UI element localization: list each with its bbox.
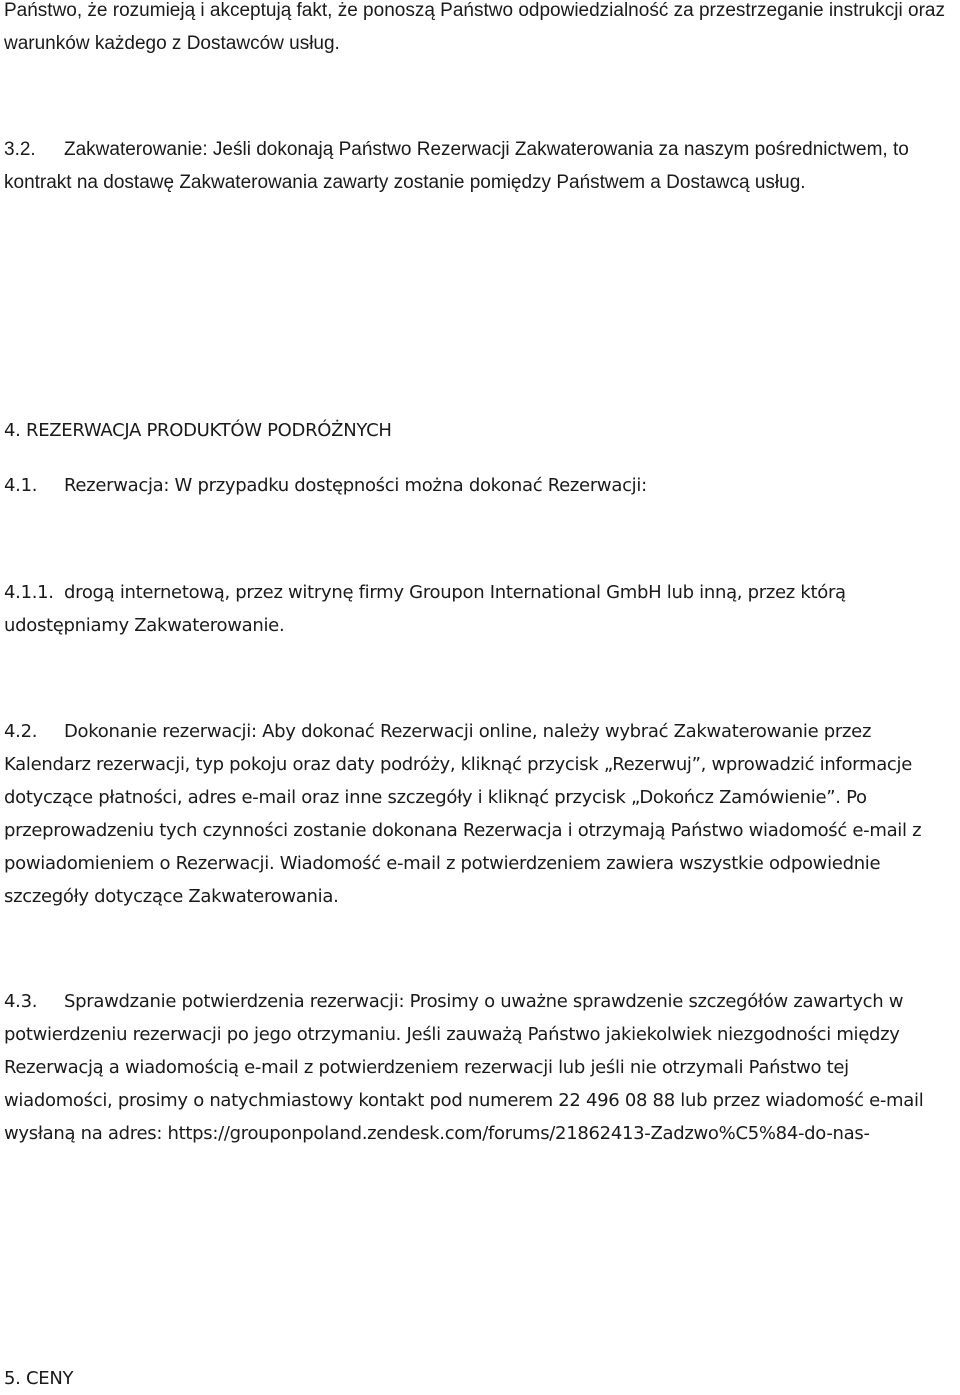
section-3-2-paragraph [4, 133, 949, 199]
section-3-2-text: Zakwaterowanie: Jeśli dokonają Państwo Rezerwacji Zakwaterowania za naszym pośrednictwem, to kontrakt na dostawę Zakwaterowania zawarty zostanie pomiędzy Państwem a Dostawcą usług. [4, 139, 909, 193]
section-4-2-text: Dokonanie rezerwacji: Aby dokonać Rezerwacji online, należy wybrać Zakwaterowanie przez Kalendarz rezerwacji, typ pokoju oraz daty podróży, kliknąć przycisk „Rezerwuj”, wprowadzić informacje dotyczące płatności, adres e-mail oraz inne szczegóły i kliknąć przycisk „Dokończ Zamówienie”. Po przeprowadzeniu tych czynności zostanie dokonana Rezerwacja i otrzymają Państwo wiadomość e-mail z powiadomieniem o Rezerwacji. Wiadomość e-mail z potwierdzeniem zawiera wszystkie odpowiednie szczegóły dotyczące Zakwaterowania. [4, 721, 922, 907]
section-4-1-1-number: 4.1.1. [4, 582, 54, 603]
section-4-1-1-text: drogą internetową, przez witrynę firmy Groupon International GmbH lub inną, przez którą udostępniamy Zakwaterowanie. [4, 582, 846, 636]
section-3-2-number: 3.2. [4, 139, 36, 160]
section-4-1-text: Rezerwacja: W przypadku dostępności można dokonać Rezerwacji: [64, 475, 647, 496]
intro-paragraph: Państwo, że rozumieją i akceptują fakt, że ponoszą Państwo odpowiedzialność za przestrzeganie instrukcji oraz warunków każdego z Dostawców usług. [4, 0, 945, 54]
section-4-3-paragraph [4, 985, 949, 1150]
section-4-2-paragraph [4, 715, 949, 913]
section-4-1-paragraph [4, 469, 949, 502]
section-4-3-text: Sprawdzanie potwierdzenia rezerwacji: Prosimy o uważne sprawdzenie szczegółów zawartych w potwierdzeniu rezerwacji po jego otrzymaniu. Jeśli zauważą Państwo jakiekolwiek niezgodności między Rezerwacją a wiadomością e-mail z potwierdzeniem rezerwacji lub jeśli nie otrzymali Państwo tej wiadomości, prosimy o natychmiastowy kontakt pod numerem 22 496 08 88 lub przez wiadomość e-mail wysłaną na adres: https://grouponpoland.zendesk.com/forums/21862413-Zadzwo%C5%84-do-nas- [4, 991, 924, 1144]
section-4-1-1-paragraph [4, 576, 949, 642]
section-4-2-number: 4.2. [4, 721, 38, 742]
section-4-1-number: 4.1. [4, 475, 38, 496]
section-4-heading: 4. REZERWACJA PRODUKTÓW PODRÓŻNYCH [4, 420, 392, 441]
section-5-heading: 5. CENY [4, 1368, 74, 1389]
section-4-3-number: 4.3. [4, 991, 38, 1012]
